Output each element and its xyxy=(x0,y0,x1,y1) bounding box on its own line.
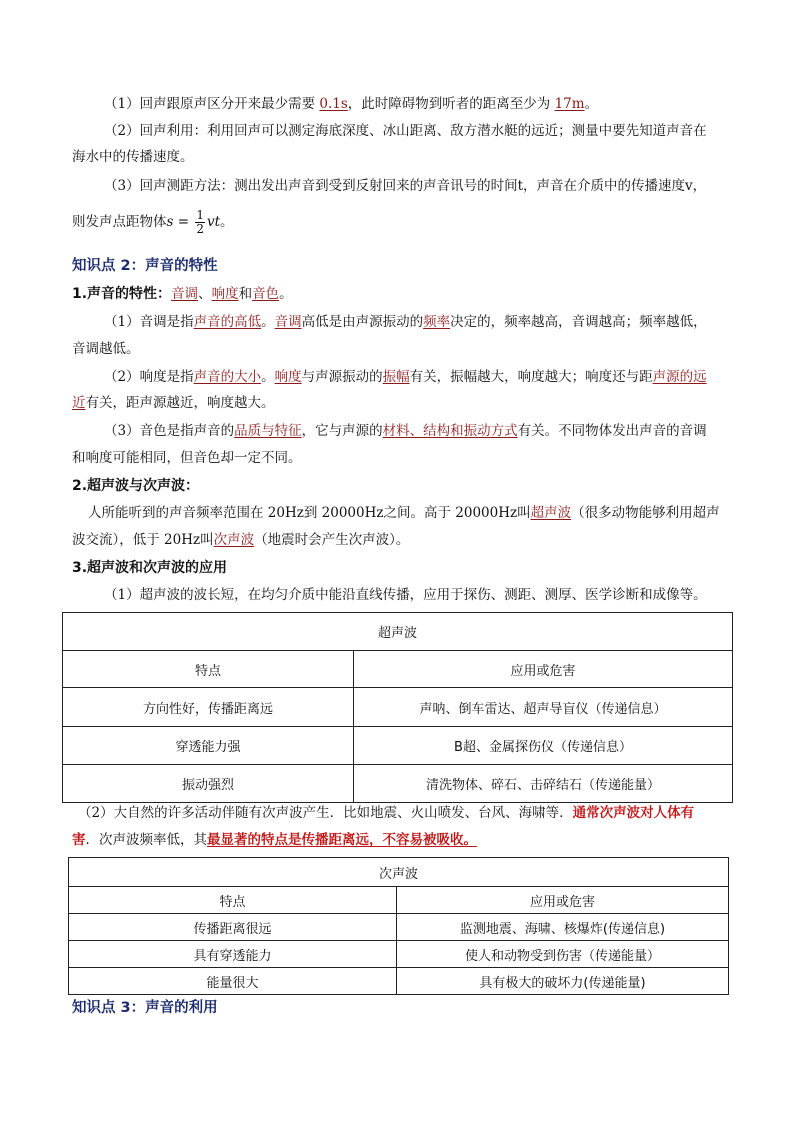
characteristics-heading: 1.声音的特性：音调、响度和音色。 xyxy=(72,286,293,302)
echo-formula-line: 则发声点距物体s = $\frac{1}{2}$ vt。 xyxy=(72,208,234,236)
table-cell: B超、金属探伤仪（传递信息） xyxy=(354,727,733,765)
applications-heading: 3.超声波和次声波的应用 xyxy=(72,560,228,576)
pitch-line-1: （1）音调是指声音的高低。音调高低是由声源振动的频率决定的，频率越高，音调越高；频率越低， xyxy=(104,314,707,330)
loudness-line-2: 近有关，距声源越近，响度越大。 xyxy=(72,395,275,411)
table-header: 特点 xyxy=(63,651,354,688)
ultrasonic-infrasonic-heading: 2.超声波与次声波： xyxy=(72,478,200,494)
infrasonic-table-title: 次声波 xyxy=(69,858,729,887)
table-cell: 具有极大的破坏力(传递能量) xyxy=(397,968,729,995)
table-cell: 使人和动物受到伤害（传递能量） xyxy=(397,941,729,968)
formula-fraction: $\frac{1}{2}$ xyxy=(196,208,204,236)
echo-line-2: （2）回声利用：利用回声可以测定海底深度、冰山距离、敌方潜水艇的远近；测量中要先知道声音在 xyxy=(104,123,707,139)
echo-line-1: （1）回声跟原声区分开来最少需要 0.1s，此时障碍物到听者的距离至少为 17m。 xyxy=(104,96,599,112)
frequency-line-1: 人所能听到的声音频率范围在 20Hz到 20000Hz之间。高于 20000Hz叫超声波（很多动物能够利用超声 xyxy=(88,505,720,521)
table-cell: 振动强烈 xyxy=(63,765,354,803)
table-cell: 监测地震、海啸、核爆炸(传递信息) xyxy=(397,914,729,941)
loudness-line-1: （2）响度是指声音的大小。响度与声源振动的振幅有关，振幅越大，响度越大；响度还与距声源的远 xyxy=(104,369,707,385)
frequency-line-2: 波交流），低于 20Hz叫次声波（地震时会产生次声波）。 xyxy=(72,532,410,548)
ultrasonic-table-title: 超声波 xyxy=(63,613,733,651)
echo-line-4: （3）回声测距方法：测出发出声音到受到反射回来的声音讯号的时间t，声音在介质中的传播速度v， xyxy=(104,178,707,194)
pitch-line-2: 音调越低。 xyxy=(72,341,140,357)
formula-s: s xyxy=(166,214,174,230)
table-cell: 穿透能力强 xyxy=(63,727,354,765)
table-cell: 传播距离很远 xyxy=(69,914,397,941)
table-header: 特点 xyxy=(69,887,397,914)
table-header: 应用或危害 xyxy=(397,887,729,914)
table-cell: 清洗物体、碎石、击碎结石（传递能量） xyxy=(354,765,733,803)
infrasonic-table xyxy=(68,857,729,995)
timbre-line-1: （3）音色是指声音的品质与特征，它与声源的材料、结构和振动方式有关。不同物体发出声音的音调 xyxy=(104,423,707,439)
echo-distance-value: 17m xyxy=(554,96,585,112)
timbre-line-2: 和响度可能相同，但音色却一定不同。 xyxy=(72,450,302,466)
table-cell: 声呐、倒车雷达、超声导盲仪（传递信息） xyxy=(354,688,733,727)
knowledge-point-3-title: 知识点 3：声音的利用 xyxy=(72,1000,218,1016)
ultrasonic-table xyxy=(62,612,733,803)
knowledge-point-2-title: 知识点 2：声音的特性 xyxy=(72,258,218,274)
table-header: 应用或危害 xyxy=(354,651,733,688)
table-cell: 能量很大 xyxy=(69,968,397,995)
infrasonic-line-2: 害．次声波频率低，其最显著的特点是传播距离远，不容易被吸收。 xyxy=(72,832,477,848)
ultrasonic-applications-line: （1）超声波的波长短，在均匀介质中能沿直线传播，应用于探伤、测距、测厚、医学诊断和成像等。 xyxy=(104,587,707,603)
table-cell: 具有穿透能力 xyxy=(69,941,397,968)
echo-time-value: 0.1s xyxy=(319,96,348,112)
echo-line-3: 海水中的传播速度。 xyxy=(72,149,194,165)
infrasonic-line-1: （2）大自然的许多活动伴随有次声波产生．比如地震、火山喷发、台风、海啸等．通常次声波对人体有 xyxy=(78,805,695,821)
table-cell: 方向性好，传播距离远 xyxy=(63,688,354,727)
